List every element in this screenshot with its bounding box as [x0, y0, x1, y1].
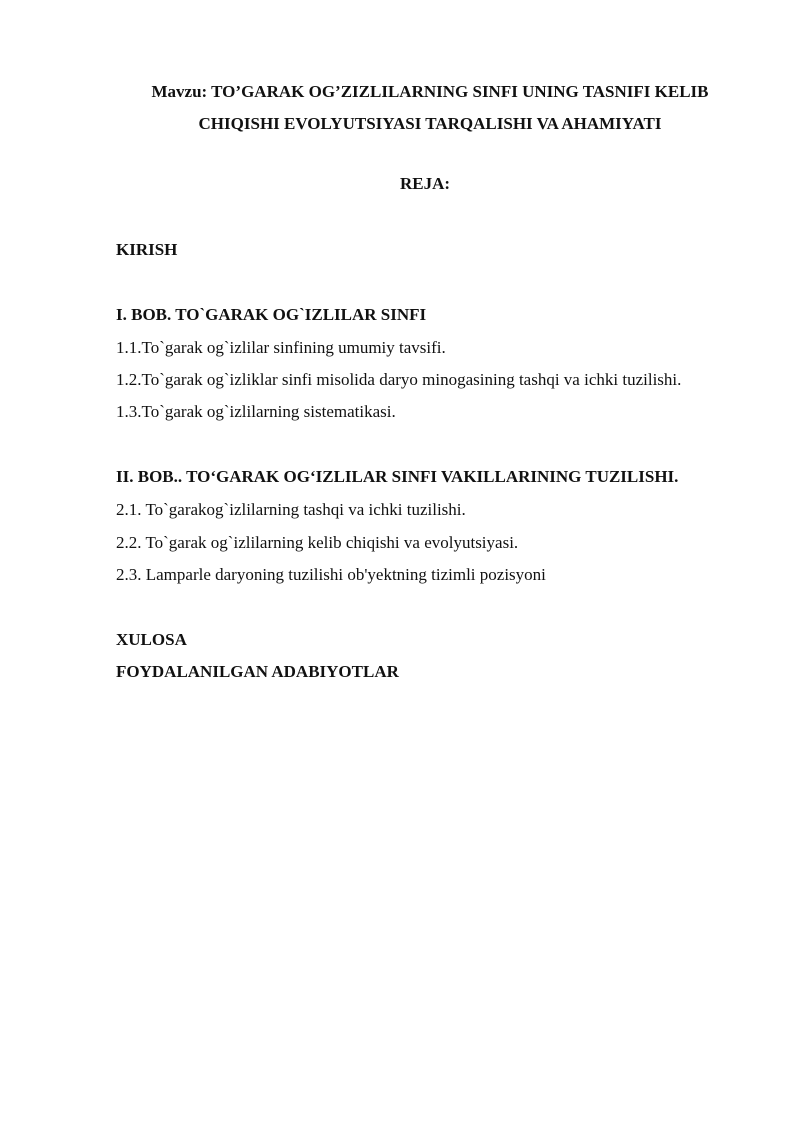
chapter-1-item-3: 1.3.To`garak og`izlilarning sistematikasi. [116, 402, 396, 421]
plan-heading: REJA: [400, 174, 451, 193]
conclusion-heading: XULOSA [116, 630, 187, 649]
chapter-2-heading: II. BOB.. TO‘GARAK OG‘IZLILAR SINFI VAKILLARINING TUZILISHI. [116, 467, 679, 486]
intro-heading: KIRISH [116, 240, 178, 259]
document-title [100, 76, 760, 140]
title-line-2: CHIQISHI EVOLYUTSIYASI TARQALISHI VA AHAMIYATI [198, 114, 662, 133]
chapter-1-heading: I. BOB. TO`GARAK OG`IZLILAR SINFI [116, 305, 427, 324]
chapter-2-item-1: 2.1. To`garakog`izlilarning tashqi va ichki tuzilishi. [116, 500, 466, 519]
chapter-2-item-2: 2.2. To`garak og`izlilarning kelib chiqishi va evolyutsiyasi. [116, 533, 519, 552]
chapter-1-item-1: 1.1.To`garak og`izlilar sinfining umumiy tavsifi. [116, 338, 446, 357]
chapter-1-item-2: 1.2.To`garak og`izliklar sinfi misolida daryo minogasining tashqi va ichki tuzilishi. [116, 370, 682, 389]
references-heading: FOYDALANILGAN ADABIYOTLAR [116, 662, 399, 681]
chapter-2-item-3: 2.3. Lamparle daryoning tuzilishi ob'yektning tizimli pozisyoni [116, 565, 546, 584]
title-line-1: Mavzu: TO’GARAK OG’ZIZLILARNING SINFI UNING TASNIFI KELIB [151, 82, 709, 101]
